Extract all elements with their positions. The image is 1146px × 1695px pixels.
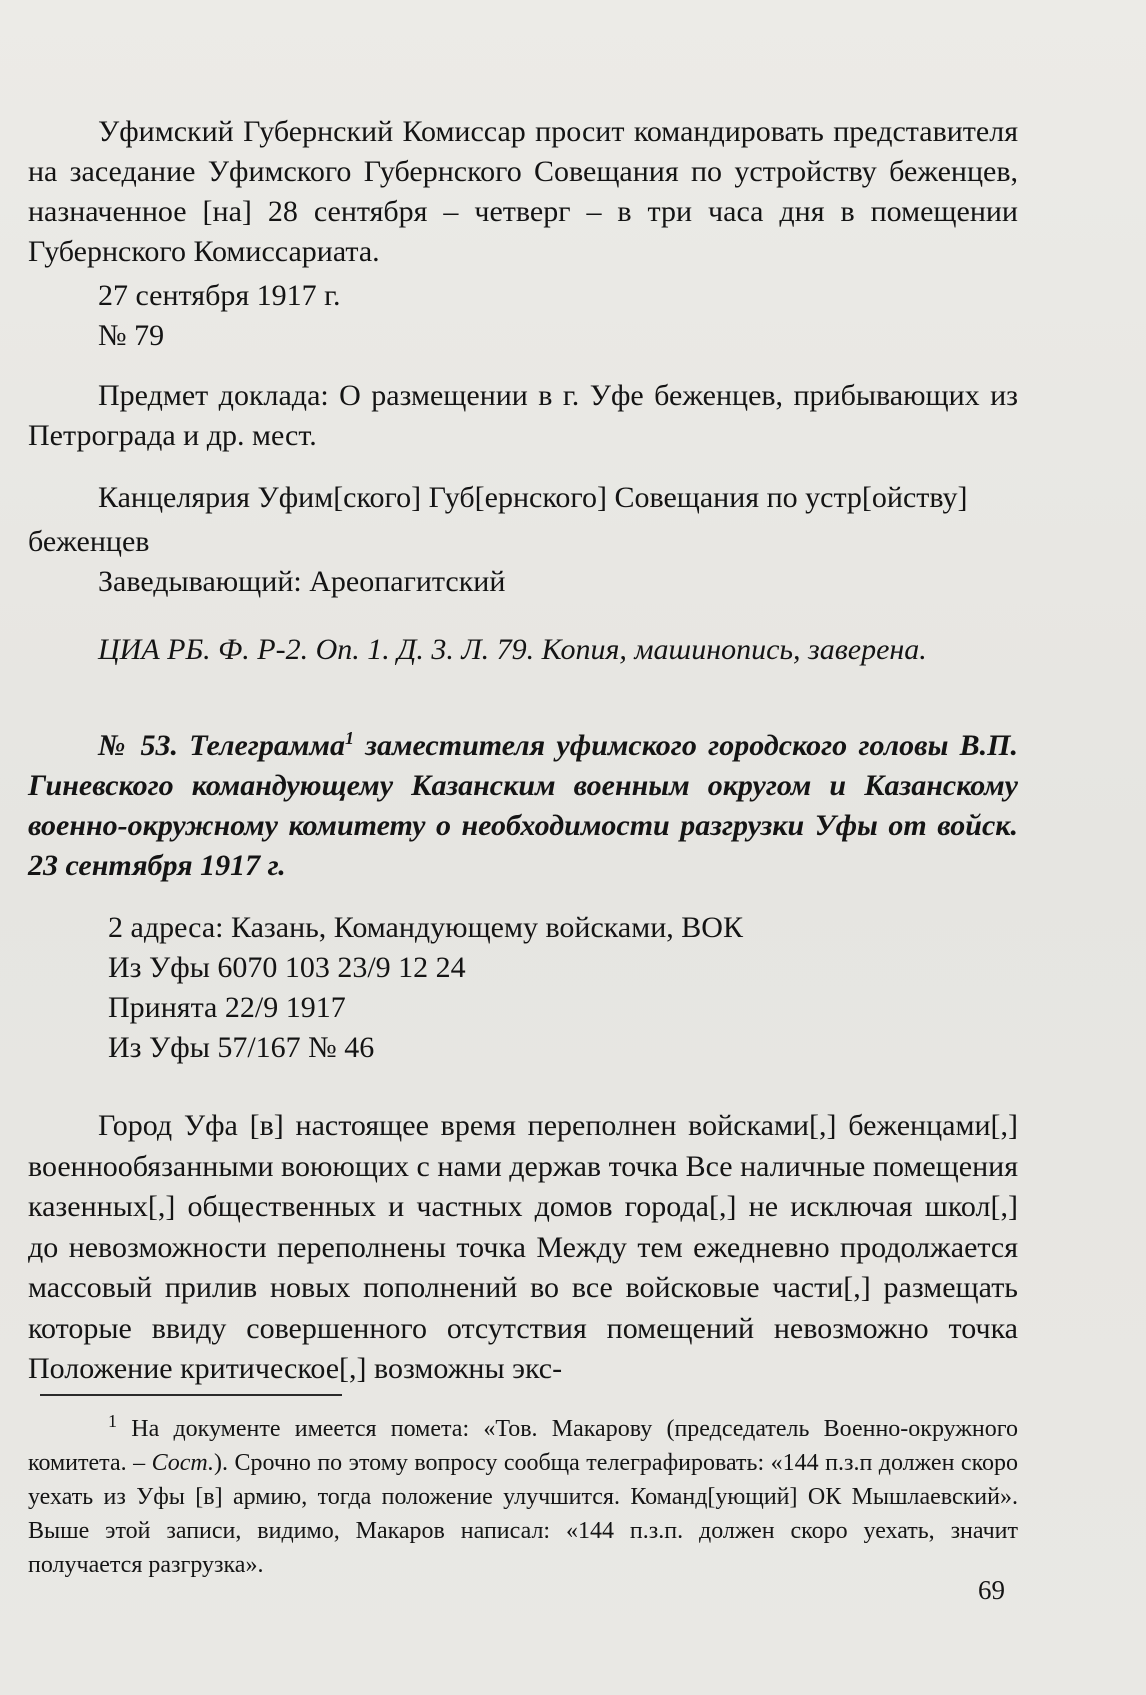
number-line: № 79 — [98, 319, 165, 352]
footnote-mark: 1 — [108, 1411, 117, 1431]
footnote-ref: 1 — [344, 728, 354, 748]
telegram-ref: Из Уфы 57/167 № 46 — [108, 1031, 375, 1064]
footnote-text-italic: Сост. — [151, 1450, 215, 1476]
request-paragraph: Уфимский Губернский Комиссар просит командировать представителя на заседание Уфимского Губернского Совещания по устройству беженцев, назначенное [на] 28 сентября – четверг – в три часа дня в помещении Губернского Комиссариата. — [28, 115, 1018, 268]
footnote-text-a: На документе имеется помета: «Тов. Макарову (председатель Военно-окружного комитета. – — [28, 1416, 1018, 1476]
subject-paragraph: Предмет доклада: О размещении в г. Уфе беженцев, прибывающих из Петрограда и др. мест. — [28, 379, 1018, 452]
office-line: Канцелярия Уфим[ского] Губ[ернского] Совещания по устр[ойству] — [98, 481, 968, 514]
telegram-header — [28, 908, 1018, 1068]
archive-source: ЦИА РБ. Ф. Р-2. Оп. 1. Д. 3. Л. 79. Копия, машинопись, заверена. — [98, 633, 927, 666]
office-line-cont: беженцев — [28, 525, 150, 558]
document-title-number: № 53. Телеграмма — [98, 729, 345, 762]
document-title-text: заместителя уфимского городского головы В.П. Гиневского командующему Казанским военным округом и Казанскому военно-окружному комитету о необходимости разгрузки Уфы от войск. 23 сентября 1917 г. — [28, 729, 1018, 882]
date-line: 27 сентября 1917 г. — [98, 279, 341, 312]
head-line: Заведывающий: Ареопагитский — [98, 565, 506, 598]
telegram-received: Принята 22/9 1917 — [108, 991, 346, 1024]
footnote-divider — [40, 1394, 342, 1396]
document-title — [28, 726, 1018, 886]
telegram-origin: Из Уфы 6070 103 23/9 12 24 — [108, 951, 466, 984]
telegram-body: Город Уфа [в] настоящее время переполнен войсками[,] беженцами[,] военнообязанными воюющих с нами держав точка Все наличные помещения казенных[,] общественных и частных домов города[,] не исключая школ[,] до невозможности переполнены точка Между тем ежедневно продолжается массовый прилив новых пополнений во все войсковые части[,] размещать которые ввиду совершенного отсутствия помещений невозможно точка Положение критическое[,] возможны экс- — [28, 1109, 1018, 1385]
main-text — [28, 112, 1018, 1390]
footnote — [28, 1412, 1018, 1582]
page-number: 69 — [978, 1575, 1005, 1605]
telegram-address: 2 адреса: Казань, Командующему войсками, ВОК — [108, 911, 743, 944]
footnote-text-b: ). Срочно по этому вопросу сообща телеграфировать: «144 п.з.п должен скоро уехать из Уфы [в] армию, тогда положение улучшится. Команд[ующий] ОК Мышлаевский». Выше этой записи, видимо, Макаров написал: «144 п.з.п. должен скоро уехать, значит получается разгрузка». — [28, 1450, 1019, 1578]
